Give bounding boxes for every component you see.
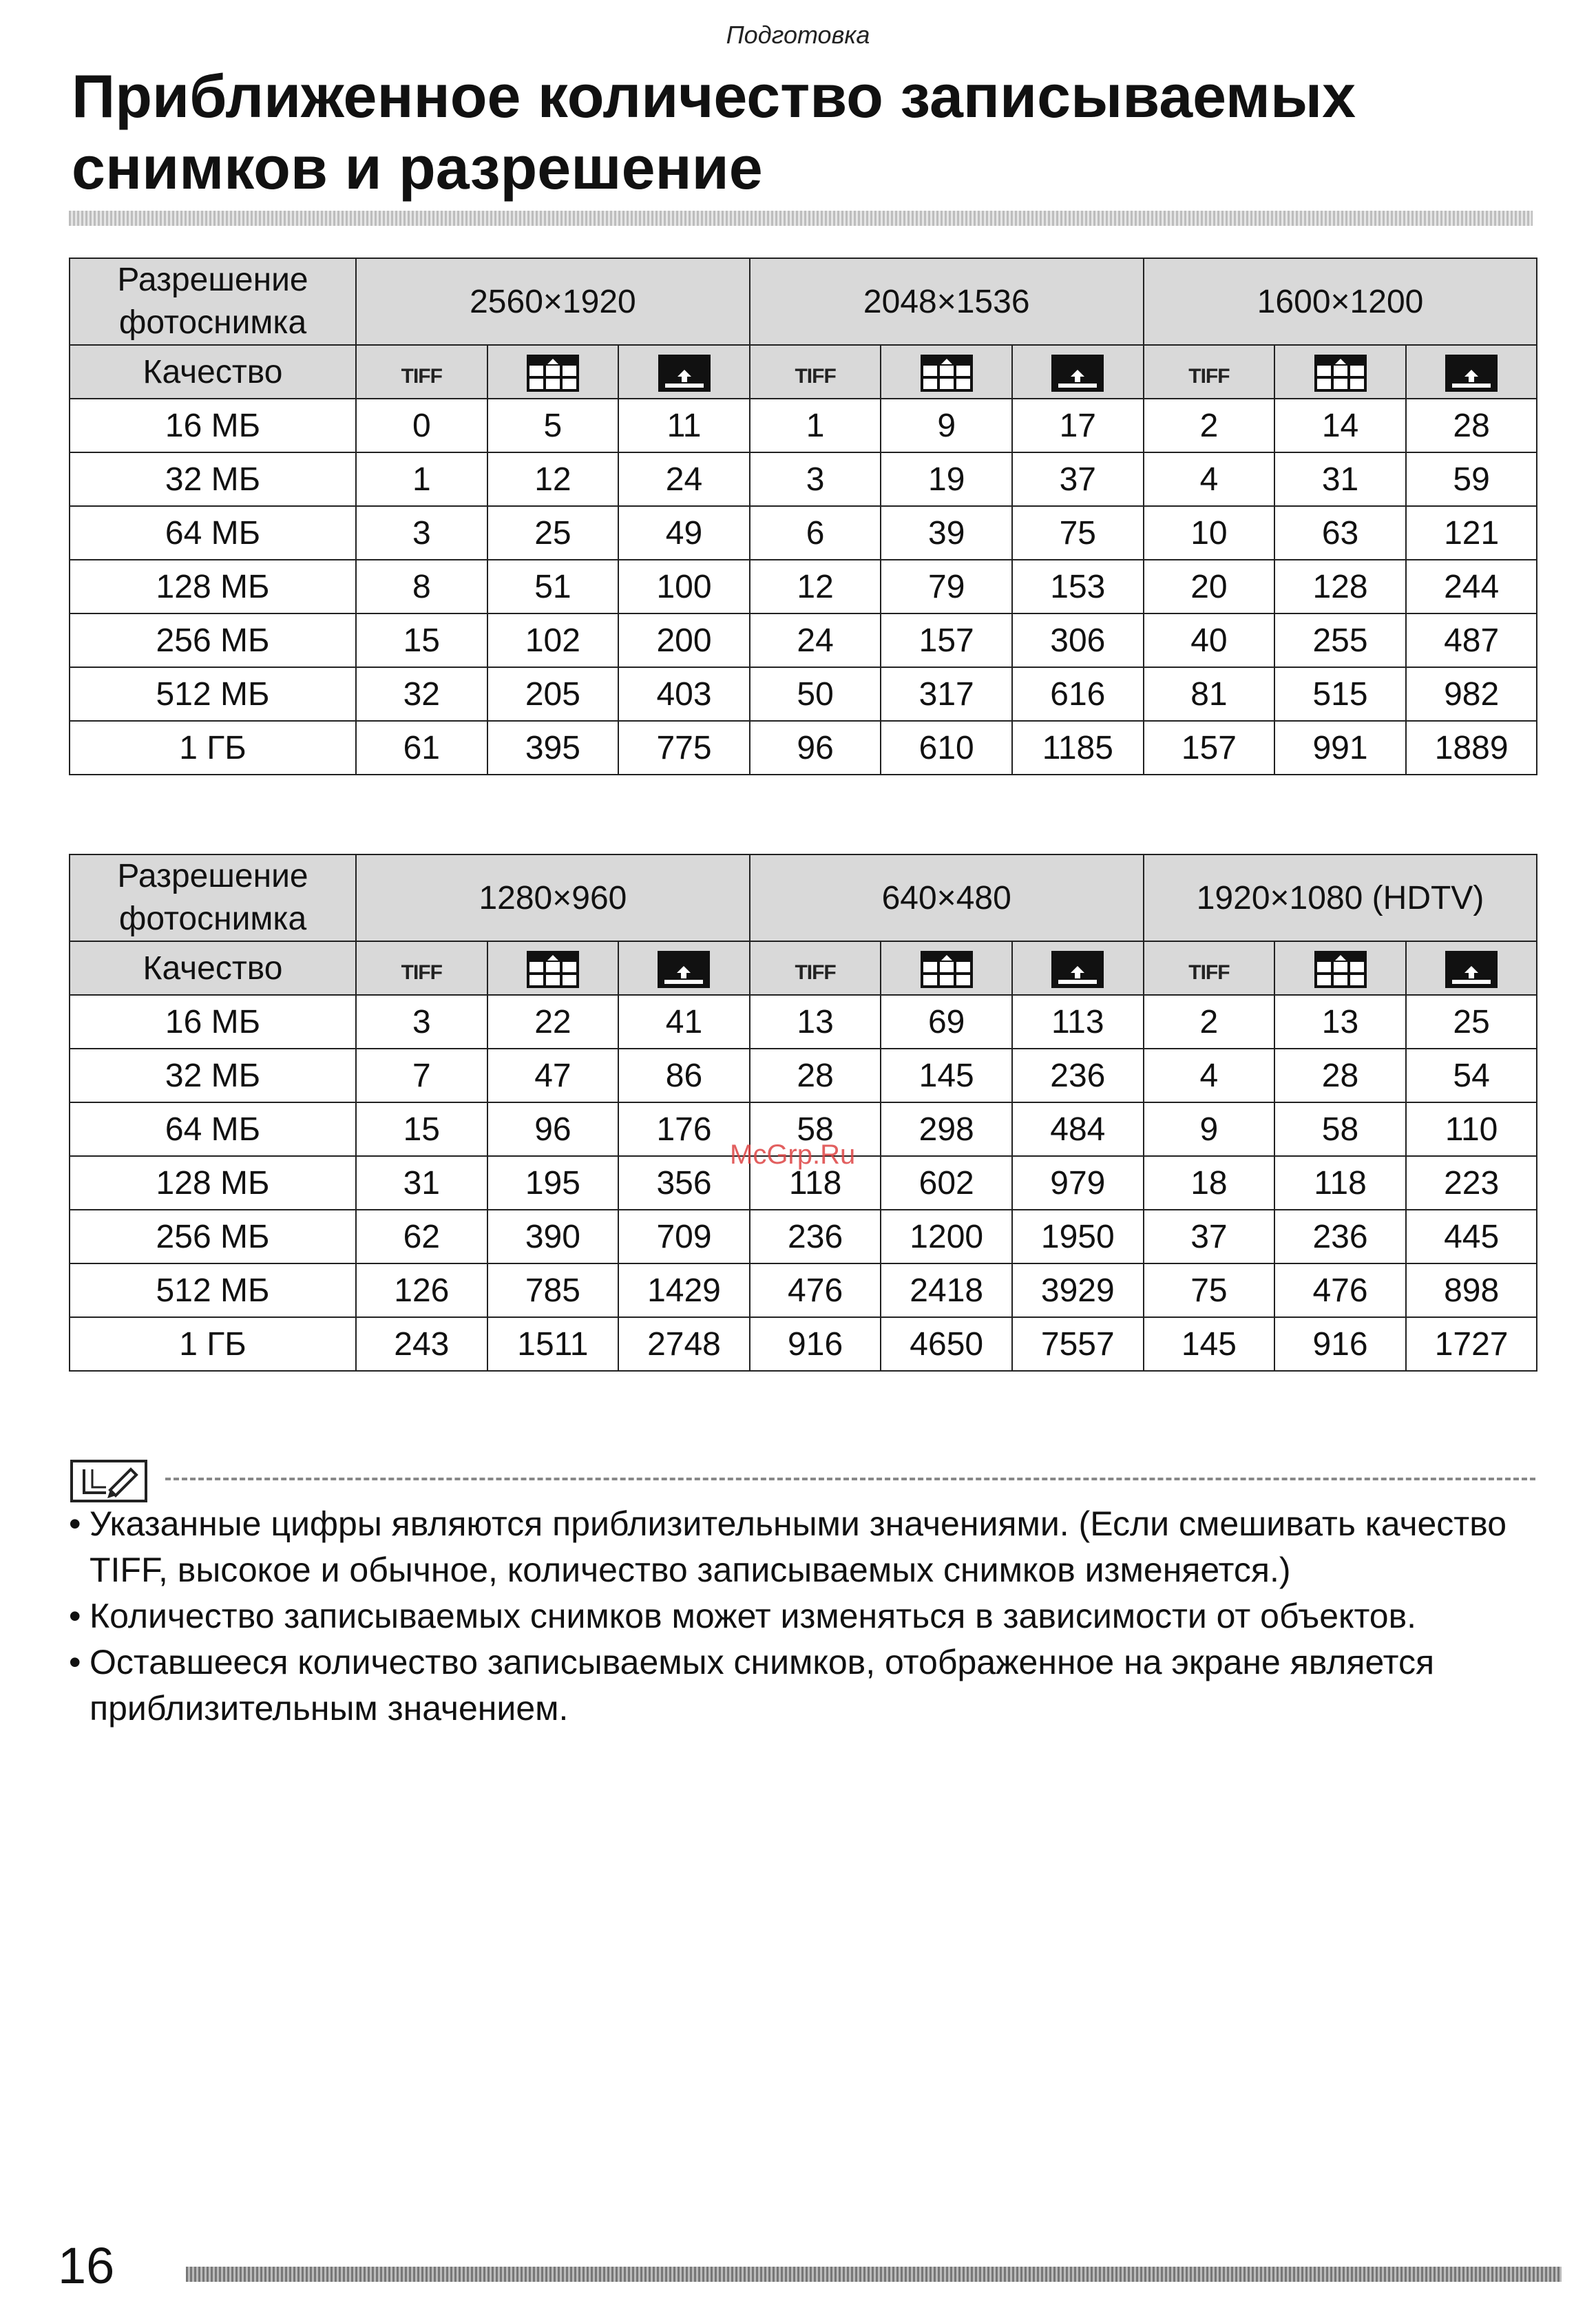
card-size: 16 МБ [70, 399, 356, 452]
table-cell: 22 [487, 995, 619, 1049]
tiff-quality-label: TIFF [750, 941, 881, 995]
table-cell: 113 [1012, 995, 1144, 1049]
table-cell: 4 [1144, 1049, 1275, 1102]
table-cell: 41 [618, 995, 750, 1049]
table-cell: 153 [1012, 560, 1144, 613]
table-cell: 785 [487, 1263, 619, 1317]
table-cell: 12 [487, 452, 619, 506]
table-cell: 1889 [1406, 721, 1537, 775]
table-cell: 24 [750, 613, 881, 667]
standard-quality-icon [1406, 345, 1537, 399]
quality-header-row [70, 345, 1537, 399]
table-cell: 96 [750, 721, 881, 775]
table-cell: 1950 [1012, 1210, 1144, 1263]
table-cell: 14 [1274, 399, 1406, 452]
table-cell: 40 [1144, 613, 1275, 667]
table-cell: 236 [1012, 1049, 1144, 1102]
note-icon [69, 1458, 149, 1504]
table-cell: 2418 [881, 1263, 1012, 1317]
resolution-header: 1920×1080 (HDTV) [1144, 854, 1537, 941]
table-row [70, 667, 1537, 721]
table-cell: 58 [750, 1102, 881, 1156]
table-cell: 69 [881, 995, 1012, 1049]
table-cell: 32 [356, 667, 487, 721]
table-cell: 126 [356, 1263, 487, 1317]
table-row [70, 1049, 1537, 1102]
table-cell: 145 [1144, 1317, 1275, 1371]
fine-quality-icon [1274, 345, 1406, 399]
table-cell: 610 [881, 721, 1012, 775]
table-cell: 616 [1012, 667, 1144, 721]
table-cell: 6 [750, 506, 881, 560]
table-cell: 1 [750, 399, 881, 452]
capacity-table-1 [69, 258, 1537, 775]
table-cell: 102 [487, 613, 619, 667]
table-cell: 2 [1144, 399, 1275, 452]
table-row [70, 995, 1537, 1049]
standard-quality-icon [1012, 941, 1144, 995]
standard-quality-icon [618, 345, 750, 399]
table-cell: 86 [618, 1049, 750, 1102]
table-cell: 118 [1274, 1156, 1406, 1210]
table-cell: 121 [1406, 506, 1537, 560]
table-cell: 59 [1406, 452, 1537, 506]
table-cell: 982 [1406, 667, 1537, 721]
table-cell: 28 [1406, 399, 1537, 452]
table-cell: 317 [881, 667, 1012, 721]
table-cell: 18 [1144, 1156, 1275, 1210]
table-cell: 13 [1274, 995, 1406, 1049]
card-size: 32 МБ [70, 452, 356, 506]
table-cell: 515 [1274, 667, 1406, 721]
table-cell: 2748 [618, 1317, 750, 1371]
table-row [70, 452, 1537, 506]
table-cell: 118 [750, 1156, 881, 1210]
standard-quality-icon [618, 941, 750, 995]
table-cell: 255 [1274, 613, 1406, 667]
table-cell: 403 [618, 667, 750, 721]
resolution-header: 2560×1920 [356, 258, 750, 345]
card-size: 128 МБ [70, 560, 356, 613]
tiff-quality-label: TIFF [356, 345, 487, 399]
table-cell: 110 [1406, 1102, 1537, 1156]
table-cell: 51 [487, 560, 619, 613]
resolution-header: 640×480 [750, 854, 1144, 941]
card-size: 64 МБ [70, 506, 356, 560]
standard-quality-icon [1012, 345, 1144, 399]
table-row [70, 721, 1537, 775]
table-cell: 9 [881, 399, 1012, 452]
table-cell: 15 [356, 613, 487, 667]
table-cell: 61 [356, 721, 487, 775]
table-cell: 31 [1274, 452, 1406, 506]
table-cell: 298 [881, 1102, 1012, 1156]
table-cell: 5 [487, 399, 619, 452]
table-cell: 11 [618, 399, 750, 452]
table-cell: 602 [881, 1156, 1012, 1210]
table-cell: 4 [1144, 452, 1275, 506]
table-cell: 39 [881, 506, 1012, 560]
table-row [70, 1210, 1537, 1263]
table-cell: 17 [1012, 399, 1144, 452]
note-item: • Оставшееся количество записываемых снимков, отображенное на экране является приблизительным значением. [69, 1639, 1549, 1732]
table-cell: 37 [1144, 1210, 1275, 1263]
table-row [70, 1263, 1537, 1317]
table-cell: 62 [356, 1210, 487, 1263]
table-cell: 10 [1144, 506, 1275, 560]
tiff-quality-label: TIFF [1144, 345, 1275, 399]
card-size: 256 МБ [70, 1210, 356, 1263]
table-row [70, 506, 1537, 560]
card-size: 64 МБ [70, 1102, 356, 1156]
resolution-header: 1600×1200 [1144, 258, 1537, 345]
table-cell: 47 [487, 1049, 619, 1102]
table-cell: 24 [618, 452, 750, 506]
table-cell: 445 [1406, 1210, 1537, 1263]
table-cell: 157 [1144, 721, 1275, 775]
quality-label: Качество [70, 941, 356, 995]
table-cell: 236 [1274, 1210, 1406, 1263]
table-cell: 476 [1274, 1263, 1406, 1317]
table-cell: 3 [356, 506, 487, 560]
tiff-quality-label: TIFF [356, 941, 487, 995]
card-size: 1 ГБ [70, 721, 356, 775]
table-cell: 1 [356, 452, 487, 506]
table-cell: 25 [487, 506, 619, 560]
page-number: 16 [58, 2237, 115, 2294]
card-size: 256 МБ [70, 613, 356, 667]
table-cell: 19 [881, 452, 1012, 506]
watermark: McGrp.Ru [730, 1140, 856, 1170]
card-size: 1 ГБ [70, 1317, 356, 1371]
table-cell: 9 [1144, 1102, 1275, 1156]
table-cell: 775 [618, 721, 750, 775]
table-cell: 476 [750, 1263, 881, 1317]
table-cell: 898 [1406, 1263, 1537, 1317]
table-cell: 916 [1274, 1317, 1406, 1371]
fine-quality-icon [1274, 941, 1406, 995]
fine-quality-icon [881, 941, 1012, 995]
quality-header-row [70, 941, 1537, 995]
table-cell: 176 [618, 1102, 750, 1156]
table-cell: 15 [356, 1102, 487, 1156]
table-cell: 54 [1406, 1049, 1537, 1102]
card-size: 512 МБ [70, 667, 356, 721]
table-cell: 157 [881, 613, 1012, 667]
standard-quality-icon [1406, 941, 1537, 995]
card-size: 16 МБ [70, 995, 356, 1049]
table-row [70, 613, 1537, 667]
table-cell: 79 [881, 560, 1012, 613]
footer-bar [186, 2267, 1562, 2282]
table-cell: 100 [618, 560, 750, 613]
table-cell: 7557 [1012, 1317, 1144, 1371]
table-cell: 25 [1406, 995, 1537, 1049]
capacity-table-2 [69, 854, 1537, 1372]
table-cell: 58 [1274, 1102, 1406, 1156]
resolution-header-row [70, 854, 1537, 941]
table-cell: 395 [487, 721, 619, 775]
card-size: 512 МБ [70, 1263, 356, 1317]
table-cell: 3 [356, 995, 487, 1049]
table-cell: 20 [1144, 560, 1275, 613]
table-cell: 195 [487, 1156, 619, 1210]
table-cell: 37 [1012, 452, 1144, 506]
table-cell: 63 [1274, 506, 1406, 560]
quality-label: Качество [70, 345, 356, 399]
tiff-quality-label: TIFF [1144, 941, 1275, 995]
table-cell: 1727 [1406, 1317, 1537, 1371]
table-cell: 145 [881, 1049, 1012, 1102]
table-row [70, 560, 1537, 613]
table-cell: 1185 [1012, 721, 1144, 775]
card-size: 32 МБ [70, 1049, 356, 1102]
table-cell: 81 [1144, 667, 1275, 721]
table-cell: 205 [487, 667, 619, 721]
table-cell: 12 [750, 560, 881, 613]
table-cell: 223 [1406, 1156, 1537, 1210]
title-rule [69, 211, 1533, 226]
table-cell: 49 [618, 506, 750, 560]
section-label: Подготовка [726, 21, 870, 49]
card-size: 128 МБ [70, 1156, 356, 1210]
table-cell: 709 [618, 1210, 750, 1263]
table-cell: 244 [1406, 560, 1537, 613]
table-cell: 13 [750, 995, 881, 1049]
fine-quality-icon [487, 345, 619, 399]
table-cell: 200 [618, 613, 750, 667]
table-cell: 484 [1012, 1102, 1144, 1156]
table-cell: 1429 [618, 1263, 750, 1317]
table-cell: 390 [487, 1210, 619, 1263]
resolution-header: 2048×1536 [750, 258, 1144, 345]
table-cell: 4650 [881, 1317, 1012, 1371]
fine-quality-icon [487, 941, 619, 995]
table-cell: 28 [750, 1049, 881, 1102]
table-cell: 28 [1274, 1049, 1406, 1102]
notes-list [69, 1501, 1549, 1732]
resolution-label: Разрешение фотоснимка [70, 854, 356, 941]
table-cell: 96 [487, 1102, 619, 1156]
table-cell: 128 [1274, 560, 1406, 613]
page-title: Приближенное количество записываемых снимков и разрешение [72, 62, 1356, 202]
resolution-label: Разрешение фотоснимка [70, 258, 356, 345]
table-cell: 75 [1144, 1263, 1275, 1317]
table-cell: 356 [618, 1156, 750, 1210]
tiff-quality-label: TIFF [750, 345, 881, 399]
table-cell: 243 [356, 1317, 487, 1371]
table-row [70, 1317, 1537, 1371]
resolution-header-row [70, 258, 1537, 345]
table-cell: 0 [356, 399, 487, 452]
table-cell: 916 [750, 1317, 881, 1371]
fine-quality-icon [881, 345, 1012, 399]
table-cell: 236 [750, 1210, 881, 1263]
table-cell: 306 [1012, 613, 1144, 667]
table-cell: 3 [750, 452, 881, 506]
table-cell: 3929 [1012, 1263, 1144, 1317]
table-cell: 31 [356, 1156, 487, 1210]
table-cell: 991 [1274, 721, 1406, 775]
table-cell: 979 [1012, 1156, 1144, 1210]
table-cell: 2 [1144, 995, 1275, 1049]
table-cell: 1200 [881, 1210, 1012, 1263]
table-cell: 75 [1012, 506, 1144, 560]
note-item: • Указанные цифры являются приблизительными значениями. (Если смешивать качество TIFF, высокое и обычное, количество записываемых снимков изменяется.) [69, 1501, 1549, 1593]
table-cell: 487 [1406, 613, 1537, 667]
note-divider [165, 1478, 1535, 1480]
resolution-header: 1280×960 [356, 854, 750, 941]
table-cell: 1511 [487, 1317, 619, 1371]
note-item: • Количество записываемых снимков может изменяться в зависимости от объектов. [69, 1593, 1549, 1639]
table-cell: 50 [750, 667, 881, 721]
table-cell: 8 [356, 560, 487, 613]
table-cell: 7 [356, 1049, 487, 1102]
table-row [70, 399, 1537, 452]
